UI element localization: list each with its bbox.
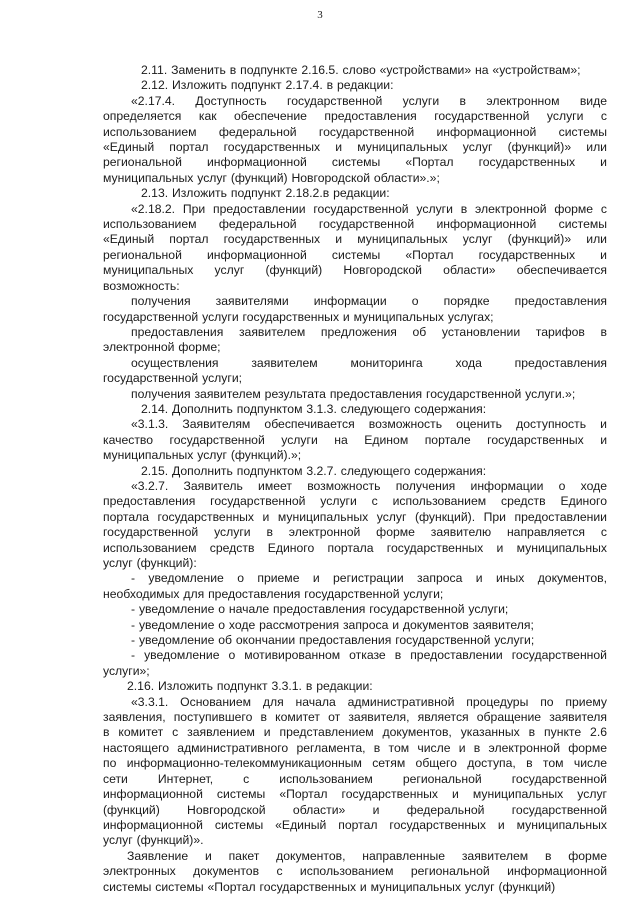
paragraph-line: «3.3.1. Основанием для начала административной процедуры по приему <box>131 694 607 709</box>
paragraph-line: предоставления государственной услуги с использованием средств Единого <box>103 494 607 509</box>
paragraph-line: «Единый портал государственных и муниципальных услуг (функций)» или <box>103 232 607 247</box>
paragraph-line: электронной форме; <box>103 340 221 355</box>
paragraph-line: предоставления заявителем предложения об установлении тарифов в <box>131 324 607 339</box>
paragraph-line: использованием федеральной государственной информационной системы <box>103 124 607 139</box>
document-body <box>103 63 607 895</box>
paragraph-line: 2.14. Дополнить подпунктом 3.1.3. следующего содержания: <box>141 401 487 416</box>
paragraph-line: - уведомление о мотивированном отказе в предоставлении государственной <box>131 648 607 663</box>
paragraph-line: в комитет с заявлением и представлением документов, указанных в пункте 2.6 <box>103 725 607 740</box>
paragraph-line: заявления, поступившего в комитет от заявителя, является обращение заявителя <box>103 710 607 725</box>
paragraph-line: 2.15. Дополнить подпунктом 3.2.7. следующего содержания: <box>141 463 487 478</box>
paragraph-line: муниципальных услуг (функций).»; <box>103 448 302 463</box>
paragraph-line: услуг (функций)». <box>103 833 204 848</box>
paragraph-line: государственной услуги в электронной форме заявителю направляется с <box>103 525 607 540</box>
paragraph-line: региональной информационной системы «Портал государственных и <box>103 247 607 262</box>
paragraph-line: муниципальных услуг (функций) Новгородской области» обеспечивается <box>103 263 607 278</box>
paragraph-line: услуги»; <box>103 663 150 678</box>
paragraph-line: электронных документов с использованием региональной информационной <box>103 864 607 879</box>
paragraph-line: (функций) Новгородской области» и федеральной государственной <box>103 802 607 817</box>
paragraph-line: возможность: <box>103 278 180 293</box>
paragraph-line: 2.12. Изложить подпункт 2.17.4. в редакции: <box>141 78 394 93</box>
paragraph-line: сети Интернет, с использованием региональной государственной <box>103 771 607 786</box>
paragraph-line: «3.1.3. Заявителям обеспечивается возможность оценить доступность и <box>131 417 607 432</box>
paragraph-line: информационной системы «Портал государственных и муниципальных услуг <box>103 787 607 802</box>
paragraph-line: - уведомление об окончании предоставления государственной услуги; <box>131 633 535 648</box>
paragraph-line: необходимых для предоставления государственной услуги; <box>103 586 444 601</box>
paragraph-line: «Единый портал государственных и муниципальных услуг (функций)» или <box>103 140 607 155</box>
paragraph-line: государственной услуги государственных и муниципальных услугах; <box>103 309 494 324</box>
paragraph-line: Заявление и пакет документов, направленные заявителем в форме <box>127 848 607 863</box>
paragraph-line: услуг (функций): <box>103 556 197 570</box>
page-number: 3 <box>317 9 323 21</box>
paragraph-line: получения заявителем результата предоставления государственной услуги.»; <box>131 386 576 401</box>
paragraph-line: 2.11. Заменить в подпункте 2.16.5. слово «устройствами» на «устройствам»; <box>141 63 581 77</box>
paragraph-line: - уведомление о ходе рассмотрения запроса и документов заявителя; <box>131 617 534 632</box>
paragraph-line: настоящего административного регламента, в том числе и в электронной форме <box>103 740 607 755</box>
paragraph-line: 2.13. Изложить подпункт 2.18.2.в редакции: <box>141 186 390 201</box>
paragraph-line: использованием федеральной государственной информационной системы <box>103 217 607 232</box>
paragraph-line: 2.16. Изложить подпункт 3.3.1. в редакции: <box>127 679 373 694</box>
paragraph-line: информационной системы «Единый портал государственных и муниципальных <box>103 817 607 832</box>
paragraph-line: «2.17.4. Доступность государственной услуги в электронном виде <box>131 93 607 108</box>
paragraph-line: получения заявителями информации о порядке предоставления <box>131 294 607 309</box>
paragraph-line: использованием средств Единого портала государственных и муниципальных <box>103 540 607 555</box>
paragraph-line: «2.18.2. При предоставлении государственной услуги в электронной форме с <box>131 201 607 216</box>
paragraph-line: - уведомление о приеме и регистрации запроса и иных документов, <box>131 571 607 586</box>
paragraph-line: - уведомление о начале предоставления государственной услуги; <box>131 602 509 617</box>
paragraph-line: качество государственной услуги на Едином портале государственных и <box>103 432 607 447</box>
paragraph-line: государственной услуги; <box>103 371 243 386</box>
paragraph-line: «3.2.7. Заявитель имеет возможность получения информации о ходе <box>131 478 607 493</box>
paragraph-line: осуществления заявителем мониторинга хода предоставления <box>131 355 607 370</box>
paragraph-line: муниципальных услуг (функций) Новгородской области».»; <box>103 170 440 185</box>
paragraph-line: региональной информационной системы «Портал государственных и <box>103 155 607 170</box>
paragraph-line: портала государственных и муниципальных услуг (функций). При предоставлении <box>103 509 607 524</box>
paragraph-line: определяется как обеспечение предоставления государственной услуги с <box>103 109 607 124</box>
paragraph-line: по информационно-телекоммуникационным сетям общего доступа, в том числе <box>103 756 607 771</box>
paragraph-line: системы системы «Портал государственных и муниципальных услуг (функций) <box>103 879 556 894</box>
